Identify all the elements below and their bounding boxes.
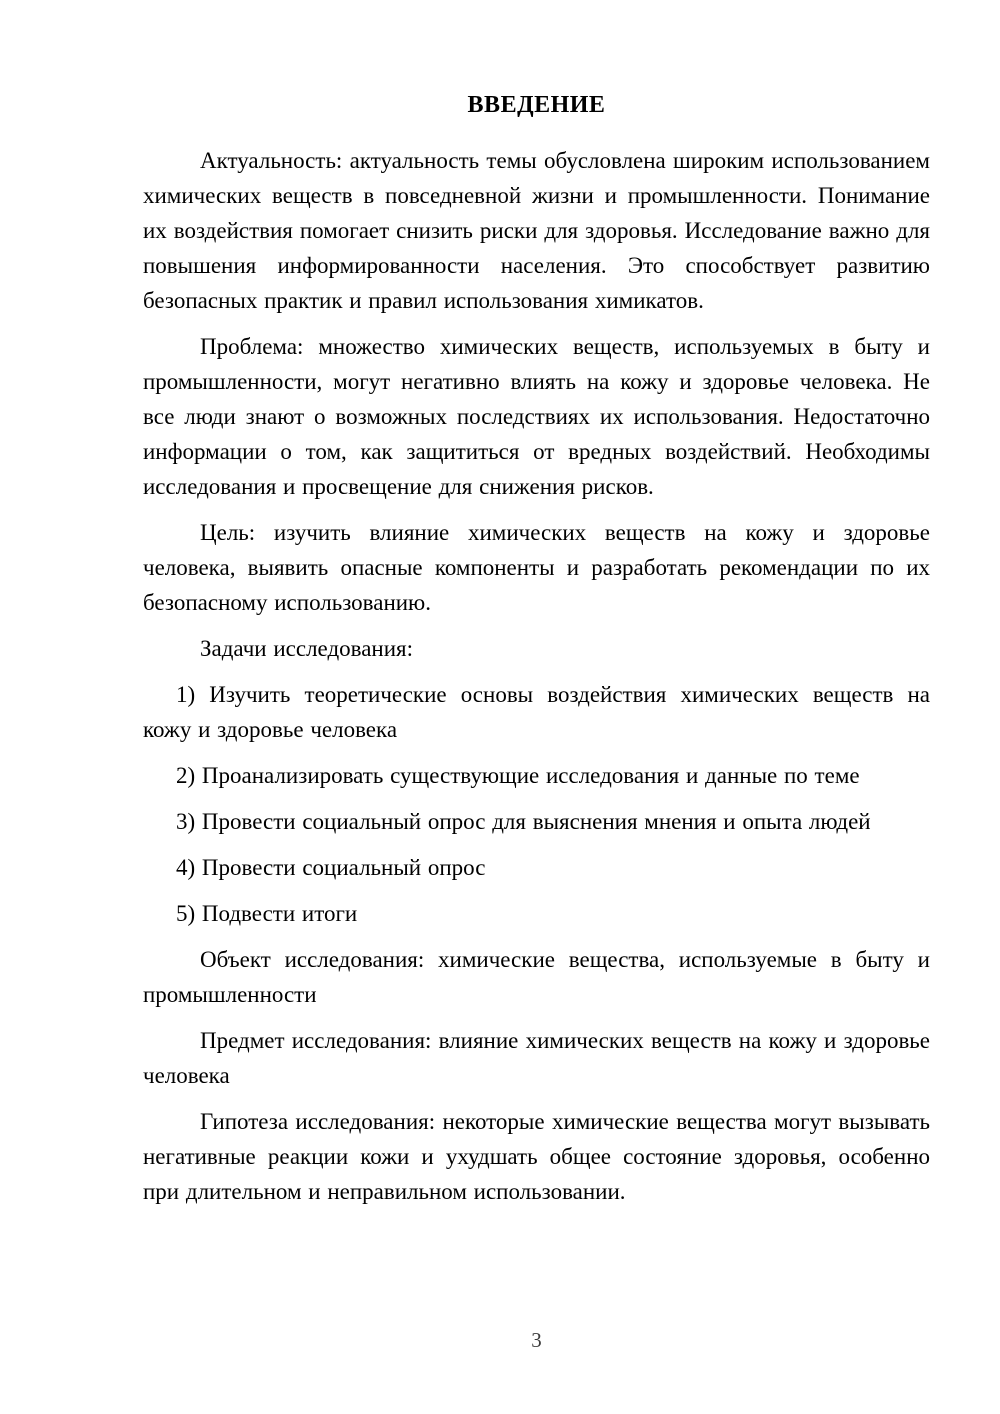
paragraph-hypothesis: Гипотеза исследования: некоторые химические вещества могут вызывать негативные реакции кожи и ухудшать общее состояние здоровья, особенно при длительном и неправильном использовании. [143,1109,930,1204]
page-number: 3 [531,1328,542,1352]
paragraph-object: Объект исследования: химические вещества, используемые в быту и промышленности [143,947,930,1007]
paragraph-problem: Проблема: множество химических веществ, используемых в быту и промышленности, могут негативно влиять на кожу и здоровье человека. Не все люди знают о возможных последствиях их использования. Недостаточно информации о том, как защититься от вредных воздействий. Необходимы исследования и просвещение для снижения рисков. [143,334,930,499]
task-item-1: 1) Изучить теоретические основы воздействия химических веществ на кожу и здоровье человека [143,682,930,742]
page-content [143,88,930,1220]
paragraph-goal: Цель: изучить влияние химических веществ на кожу и здоровье человека, выявить опасные компоненты и разработать рекомендации по их безопасному использованию. [143,520,930,615]
task-item-4: 4) Провести социальный опрос [176,855,486,880]
section-title: ВВЕДЕНИЕ [467,92,606,118]
paragraph-relevance: Актуальность: актуальность темы обусловлена широким использованием химических веществ в повседневной жизни и промышленности. Понимание их воздействия помогает снизить риски для здоровья. Исследование важно для повышения информированности населения. Это способствует развитию безопасных практик и правил использования химикатов. [143,148,930,313]
task-item-2: 2) Проанализировать существующие исследования и данные по теме [176,763,860,788]
paragraph-tasks-heading: Задачи исследования: [200,636,414,661]
task-item-3: 3) Провести социальный опрос для выяснения мнения и опыта людей [176,809,871,834]
task-item-5: 5) Подвести итоги [176,901,358,926]
paragraph-subject: Предмет исследования: влияние химических веществ на кожу и здоровье человека [143,1028,930,1088]
